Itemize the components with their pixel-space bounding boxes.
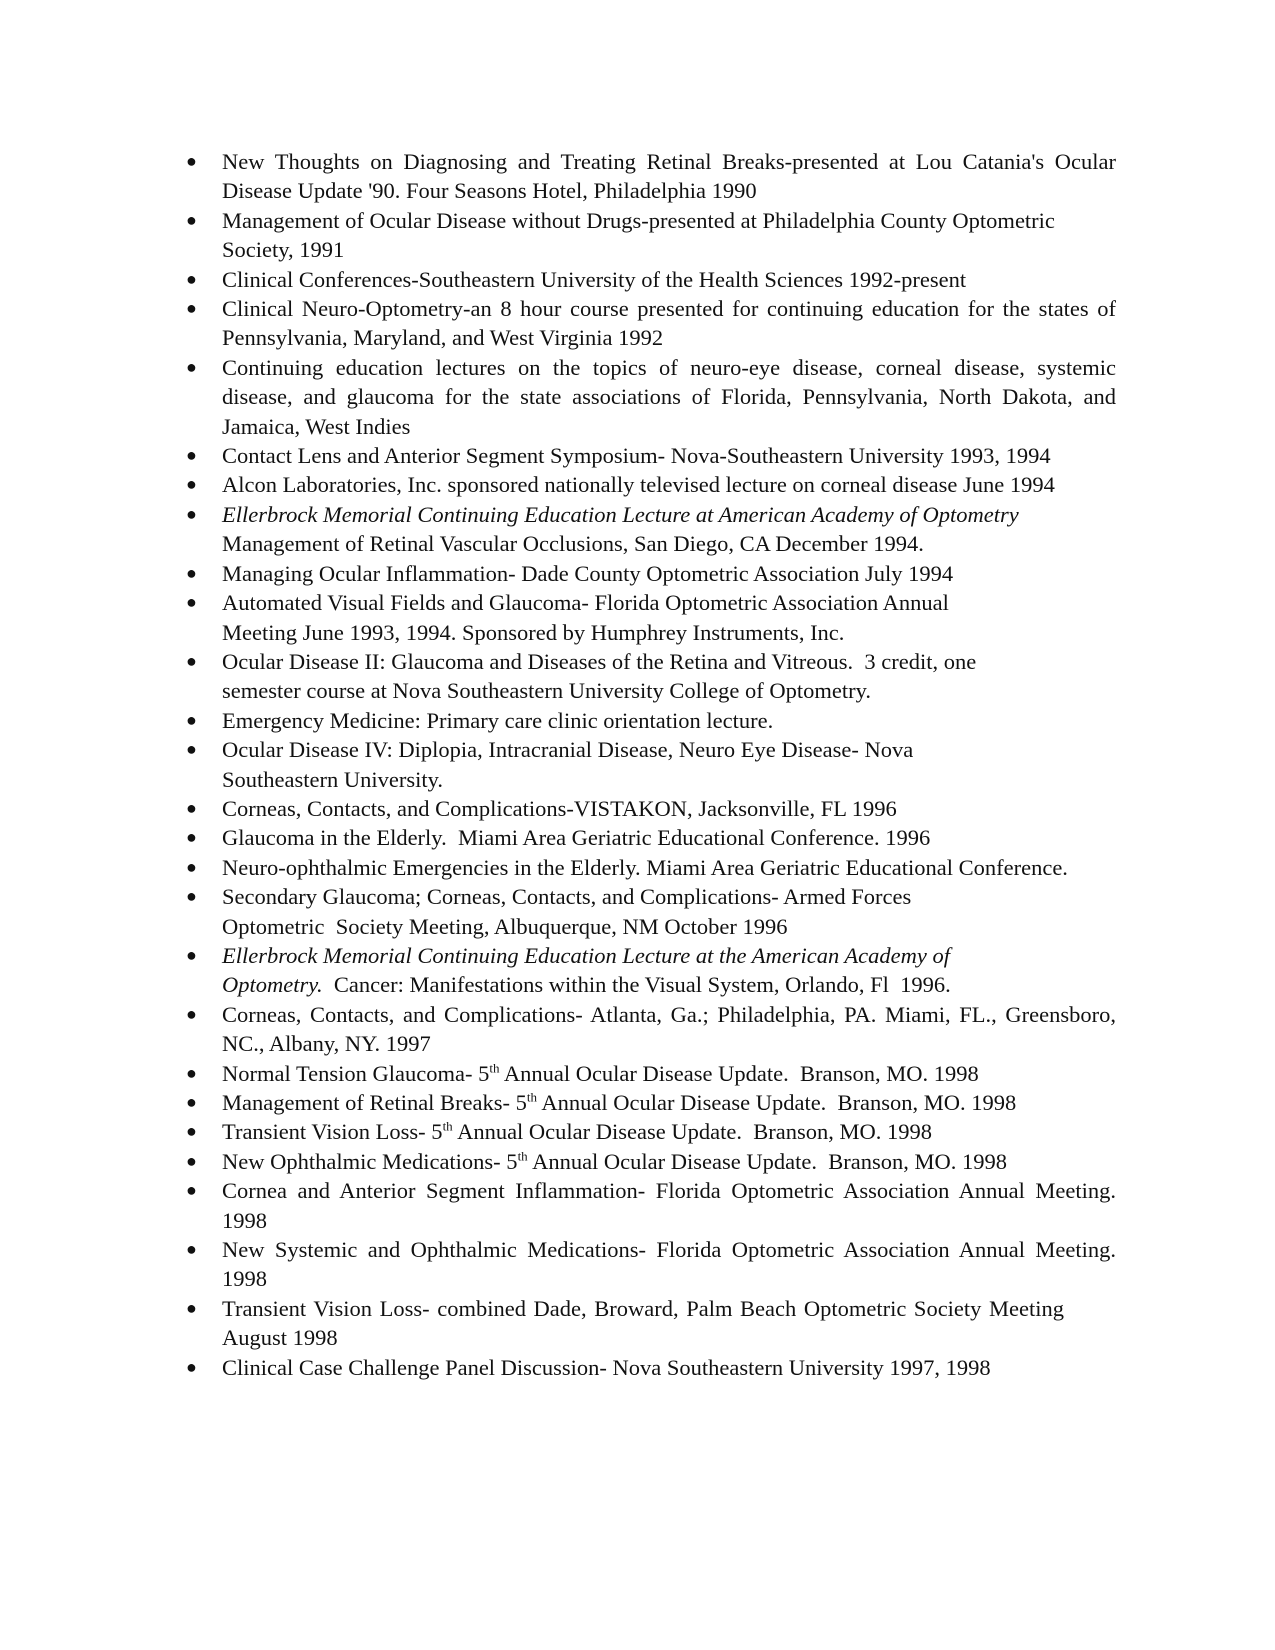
list-item [186,1059,1116,1088]
bullet-icon: ● [186,1121,197,1142]
bullet-icon: ● [186,1180,197,1201]
bullet-icon: ● [186,739,197,760]
list-item [186,470,1116,499]
bullet-icon: ● [186,151,197,171]
bullet-icon: ● [186,650,197,671]
item-text-post: Annual Ocular Disease Update. Branson, MO. 1998 [537,1090,1017,1115]
item-text: Clinical Neuro-Optometry-an 8 hour course presented for continuing education for the states of Pennsylvania, Maryland, and West Virginia 1992 [222,296,1116,351]
item-text: Cornea and Anterior Segment Inflammation- Florida Optometric Association Annual Meeting. 1998 [222,1178,1116,1233]
item-text: New Thoughts on Diagnosing and Treating Retinal Breaks-presented at Lou Catania's Ocular Disease Update '90. Four Seasons Hotel, Philadelphia 1990 [222,149,1116,204]
bullet-icon: ● [186,827,197,848]
item-text: Management of Ocular Disease without Drugs-presented at Philadelphia County Optometric Society, 1991 [222,207,1055,263]
bullet-icon: ● [186,474,197,495]
item-italic-title: Ellerbrock Memorial Continuing Education Lecture at American Academy of Optometry [222,501,1019,527]
list-item [186,1000,1116,1059]
bullet-icon: ● [186,886,197,907]
item-text-pre: Management of Retinal Breaks- 5 [222,1090,527,1115]
list-item [186,647,1116,706]
list-item [186,1353,1116,1382]
bullet-icon: ● [186,268,197,289]
list-item [186,882,1116,941]
item-text-post: Annual Ocular Disease Update. Branson, MO. 1998 [452,1119,932,1145]
item-text-line1: Secondary Glaucoma; Corneas, Contacts, and Complications- Armed Forces [222,884,912,910]
list-item [186,1147,1116,1176]
list-item [186,147,1116,206]
ordinal-suffix: th [526,1089,538,1105]
item-text-line2: Southeastern University. [222,766,444,792]
item-italic-title-line1: Ellerbrock Memorial Continuing Education Lecture at the American Academy of [222,942,950,968]
list-item [186,1176,1116,1235]
item-text: New Systemic and Ophthalmic Medications- Florida Optometric Association Annual Meeting. 1998 [222,1237,1116,1292]
item-text-pre: Transient Vision Loss- 5 [222,1119,443,1145]
item-text-line2: Optometric Society Meeting, Albuquerque, NM October 1996 [222,913,788,939]
list-item [186,941,1116,1000]
item-text-line2: Meeting June 1993, 1994. Sponsored by Humphrey Instruments, Inc. [222,619,845,645]
item-text: Glaucoma in the Elderly. Miami Area Geriatric Educational Conference. 1996 [222,825,931,851]
bullet-icon: ● [186,856,197,877]
list-item [186,559,1116,588]
bullet-icon: ● [186,298,197,319]
item-text: Clinical Case Challenge Panel Discussion- Nova Southeastern University 1997, 1998 [222,1354,991,1380]
item-text: Cancer: Manifestations within the Visual System, Orlando, Fl 1996. [333,972,951,998]
item-text: Management of Retinal Vascular Occlusions, San Diego, CA December 1994. [222,531,924,557]
lecture-list [186,147,1116,1382]
list-item [186,265,1116,294]
list-item [186,853,1116,882]
item-text-post: Annual Ocular Disease Update. Branson, MO. 1998 [499,1060,979,1086]
item-text: Contact Lens and Anterior Segment Symposium- Nova-Southeastern University 1993, 1994 [222,443,1051,469]
item-text-line2: semester course at Nova Southeastern University College of Optometry. [222,678,871,704]
bullet-icon: ● [186,1356,197,1377]
list-item [186,735,1116,794]
list-item [186,1294,1116,1353]
item-text-line1: Automated Visual Fields and Glaucoma- Florida Optometric Association Annual [222,590,949,616]
bullet-icon: ● [186,1239,197,1260]
item-text-line2-start: Meeting [989,1295,1065,1321]
item-text: Managing Ocular Inflammation- Dade County Optometric Association July 1994 [222,560,954,586]
bullet-icon: ● [186,503,197,524]
bullet-icon: ● [186,1062,197,1083]
item-italic-title-line2: Optometry. [222,972,323,998]
ordinal-suffix: th [517,1148,528,1164]
item-text-line2-date: August 1998 [222,1325,338,1351]
list-item [186,1235,1116,1294]
ordinal-suffix: th [442,1118,453,1134]
item-text: Emergency Medicine: Primary care clinic orientation lecture. [222,707,774,733]
bullet-icon: ● [186,592,197,613]
ordinal-suffix: th [489,1060,500,1076]
item-text: Corneas, Contacts, and Complications- Atlanta, Ga.; Philadelphia, PA. Miami, FL., Greensboro, NC., Albany, NY. 1997 [222,1001,1116,1057]
bullet-icon: ● [186,1297,197,1318]
item-text: Alcon Laboratories, Inc. sponsored nationally televised lecture on corneal disease June 1994 [222,472,1055,498]
list-item [186,588,1116,647]
item-text-pre: New Ophthalmic Medications- 5 [222,1148,518,1174]
list-item [186,441,1116,470]
list-item [186,1117,1116,1146]
bullet-icon: ● [186,356,197,377]
list-item [186,353,1116,441]
bullet-icon: ● [186,1003,197,1024]
item-text: Corneas, Contacts, and Complications-VISTAKON, Jacksonville, FL 1996 [222,795,897,821]
item-text: Continuing education lectures on the topics of neuro-eye disease, corneal disease, systemic disease, and glaucoma for the state associations of Florida, Pennsylvania, North Dakota, and Jamaica, West Indies [222,354,1116,439]
bullet-icon: ● [186,562,197,583]
item-text: Transient Vision Loss- combined Dade, Broward, Palm Beach Optometric Society [222,1295,982,1321]
item-text-line1: Ocular Disease II: Glaucoma and Diseases of the Retina and Vitreous. 3 credit, one [222,648,977,674]
list-item [186,706,1116,735]
list-item [186,206,1116,265]
bullet-icon: ● [186,209,197,230]
bullet-icon: ● [186,709,197,730]
bullet-icon: ● [186,445,197,466]
list-item [186,823,1116,852]
item-text-line1: Ocular Disease IV: Diplopia, Intracranial Disease, Neuro Eye Disease- Nova [222,737,914,763]
list-item [186,794,1116,823]
list-item [186,500,1116,559]
bullet-icon: ● [186,944,197,965]
item-text-pre: Normal Tension Glaucoma- 5 [222,1060,490,1086]
list-item [186,294,1116,353]
item-text-post: Annual Ocular Disease Update. Branson, MO. 1998 [527,1148,1007,1174]
bullet-icon: ● [186,1150,197,1171]
item-text: Neuro-ophthalmic Emergencies in the Elderly. Miami Area Geriatric Educational Conference. [222,854,1068,880]
bullet-icon: ● [186,797,197,818]
bullet-icon: ● [186,1092,197,1112]
item-text: Clinical Conferences-Southeastern University of the Health Sciences 1992-present [222,266,967,292]
list-item [186,1088,1116,1117]
